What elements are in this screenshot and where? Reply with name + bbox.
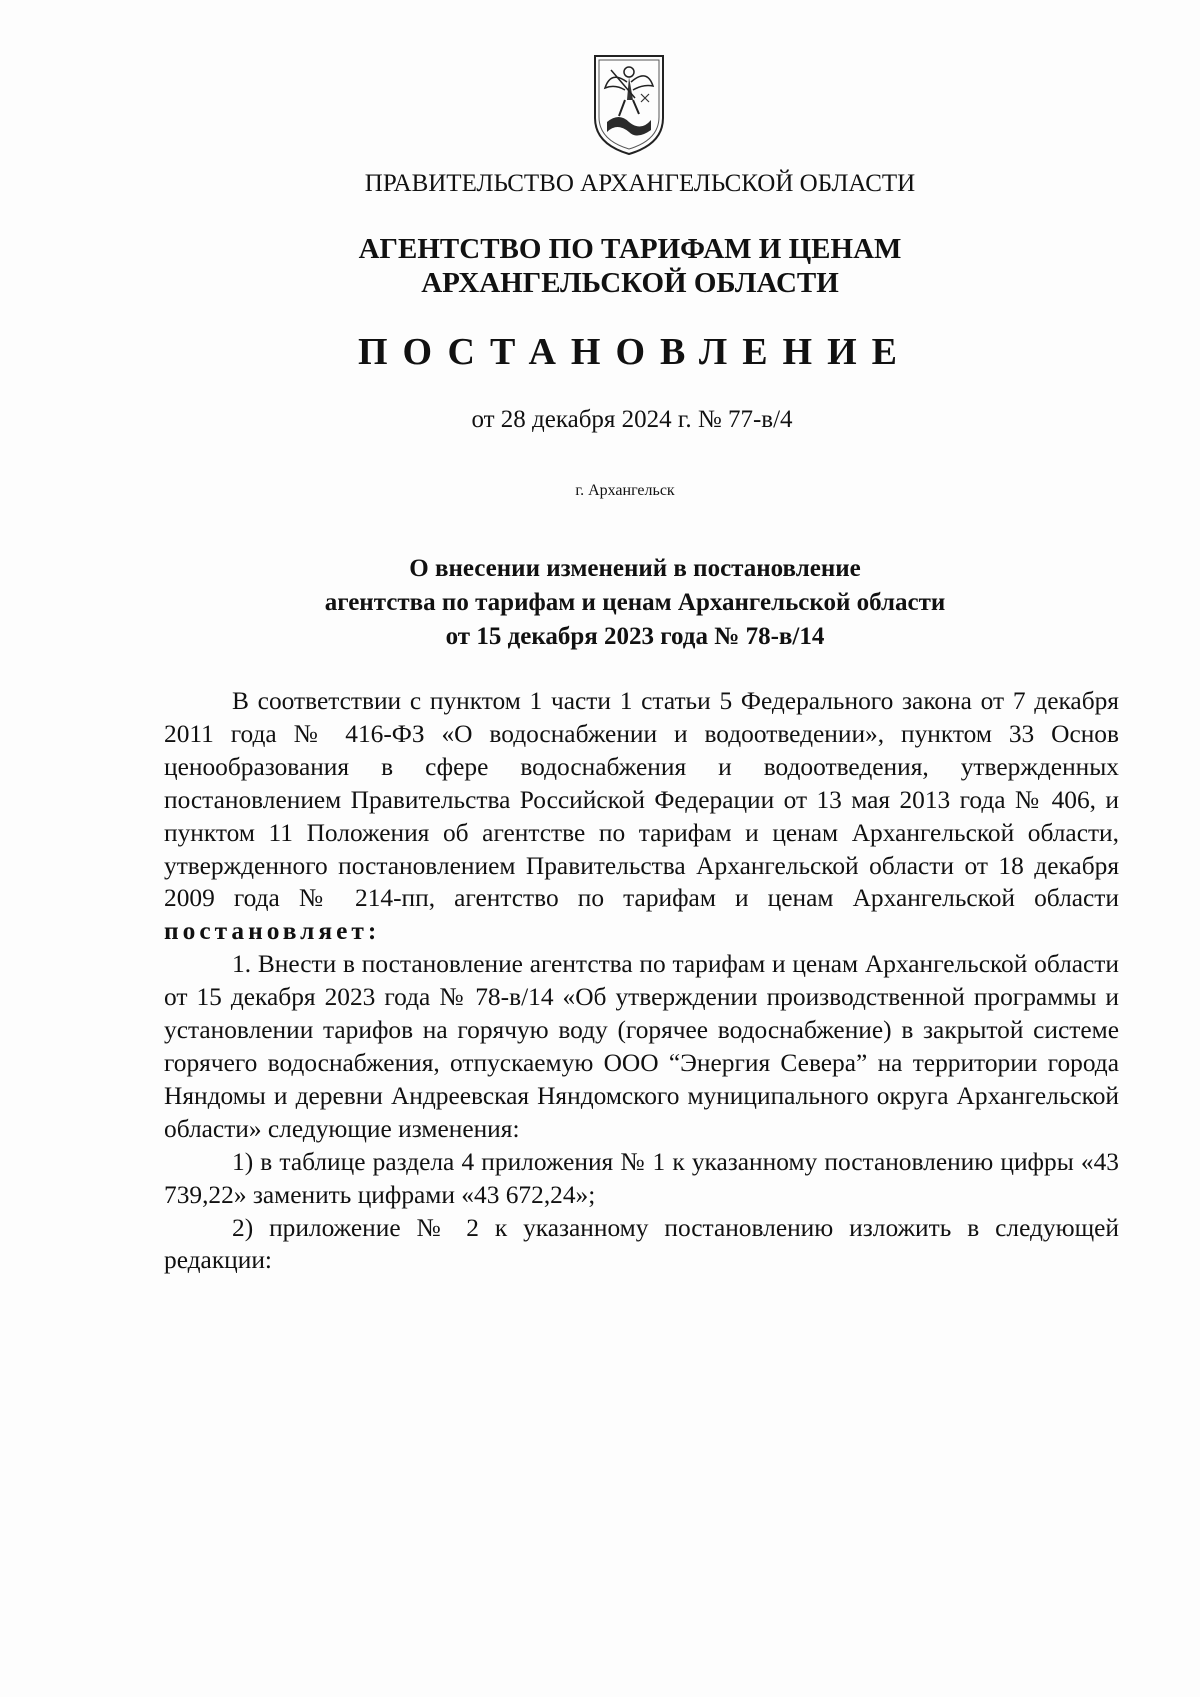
subject-line3: от 15 декабря 2023 года № 78-в/14: [445, 623, 825, 650]
coat-of-arms-icon: [589, 48, 669, 158]
resolves-keyword: постановляет:: [164, 917, 381, 946]
government-name: ПРАВИТЕЛЬСТВО АРХАНГЕЛЬСКОЙ ОБЛАСТИ: [364, 170, 916, 197]
subject-line2: агентства по тарифам и ценам Архангельской области: [324, 589, 946, 616]
document-type: ПОСТАНОВЛЕНИЕ: [357, 331, 913, 373]
document-body: [164, 685, 1119, 1277]
item-1-2-paragraph: 2) приложение № 2 к указанному постановлению изложить в следующей редакции:: [164, 1213, 1119, 1275]
subject-line1: О внесении изменений в постановление: [409, 555, 861, 582]
agency-name-line1: АГЕНТСТВО ПО ТАРИФАМ И ЦЕНАМ: [358, 233, 902, 265]
document-city: г. Архангельск: [575, 482, 675, 499]
item-1-1-paragraph: 1) в таблице раздела 4 приложения № 1 к указанному постановлению цифры «43 739,22» заменить цифрами «43 672,24»;: [164, 1147, 1119, 1209]
document-date-number: от 28 декабря 2024 г. № 77-в/4: [471, 406, 793, 433]
agency-name-line2: АРХАНГЕЛЬСКОЙ ОБЛАСТИ: [421, 267, 839, 299]
document-subject: [35, 552, 1200, 654]
preamble-paragraph: [164, 685, 1119, 948]
preamble-text: В соответствии с пунктом 1 части 1 статьи 5 Федерального закона от 7 декабря 2011 года № 416-ФЗ «О водоснабжении и водоотведении», пунктом 33 Основ ценообразования в сфере водоснабжения и водоотведения, утвержденных постановлением Правительства Российской Федерации от 13 мая 2013 года № 406, и пунктом 11 Положения об агентстве по тарифам и ценам Архангельской области, утвержденного постановлением Правительства Архангельской области от 18 декабря 2009 года № 214-пп, агентство по тарифам и ценам Архангельской области: [164, 687, 1119, 913]
agency-name: [30, 232, 1200, 300]
item-1-paragraph: 1. Внести в постановление агентства по тарифам и ценам Архангельской области от 15 декабря 2023 года № 78-в/14 «Об утверждении производственной программы и установлении тарифов на горячую воду (горячее водоснабжение) в закрытой системе горячего водоснабжения, отпускаемую ООО “Энергия Севера” на территории города Няндомы и деревни Андреевская Няндомского муниципального округа Архангельской области» следующие изменения:: [164, 950, 1119, 1143]
